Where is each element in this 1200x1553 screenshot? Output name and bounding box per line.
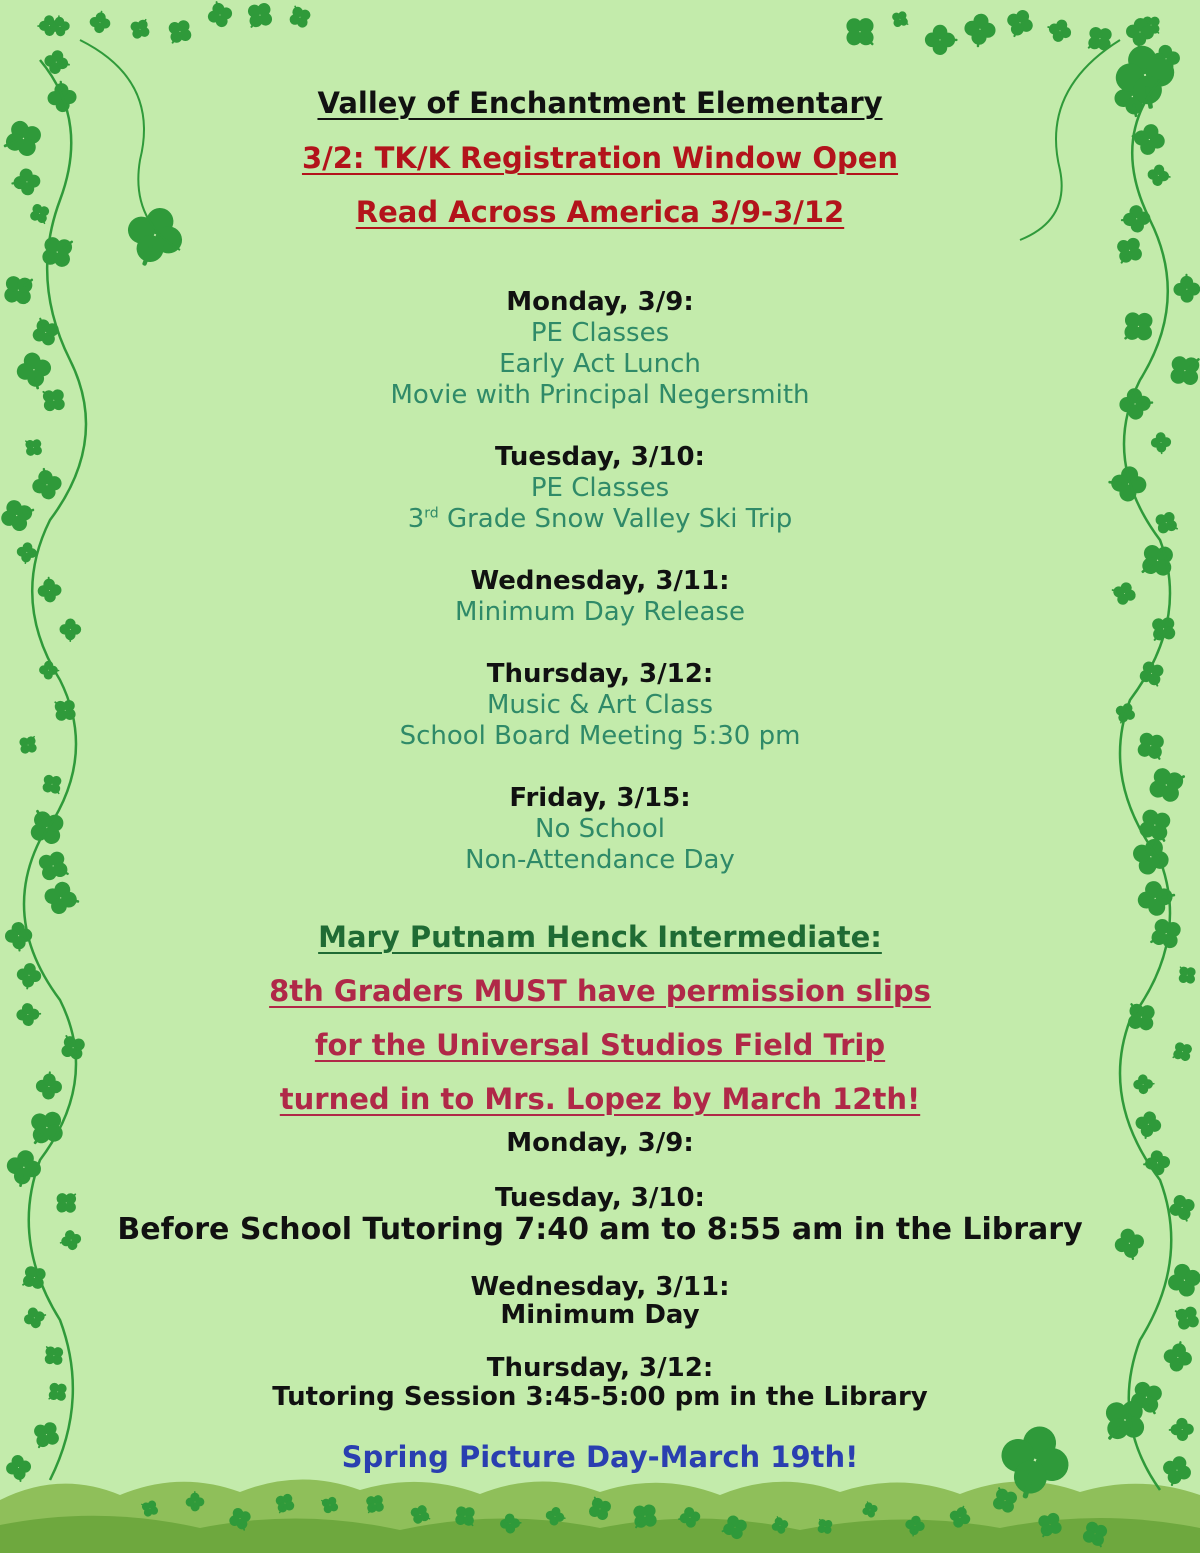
henck-tuesday-heading: Tuesday, 3/10:	[495, 1183, 705, 1213]
valley-friday-heading: Friday, 3/15:	[509, 783, 691, 813]
valley-monday-event: Early Act Lunch	[499, 349, 701, 379]
permission-slip-notice: for the Universal Studios Field Trip	[314, 1028, 886, 1062]
valley-wednesday-heading: Wednesday, 3/11:	[470, 566, 730, 596]
tutoring-schedule: Before School Tutoring 7:40 am to 8:55 am in the Library	[117, 1212, 1083, 1247]
valley-title: Valley of Enchantment Elementary	[317, 86, 883, 120]
permission-slip-notice: 8th Graders MUST have permission slips	[269, 974, 931, 1008]
valley-friday-event: No School	[535, 814, 665, 844]
valley-monday-event: PE Classes	[530, 318, 670, 348]
henck-title: Mary Putnam Henck Intermediate:	[318, 920, 882, 954]
registration-announcement: 3/2: TK/K Registration Window Open	[301, 141, 899, 175]
henck-thursday-heading: Thursday, 3/12:	[486, 1353, 714, 1383]
valley-thursday-event: School Board Meeting 5:30 pm	[399, 721, 801, 751]
valley-wednesday-event: Minimum Day Release	[455, 597, 745, 627]
henck-wednesday-heading: Wednesday, 3/11:	[470, 1272, 730, 1302]
read-across-america-announcement: Read Across America 3/9-3/12	[355, 195, 845, 229]
valley-thursday-heading: Thursday, 3/12:	[486, 659, 714, 689]
valley-tuesday-event: 3rd Grade Snow Valley Ski Trip	[407, 504, 793, 534]
valley-friday-event: Non-Attendance Day	[465, 845, 735, 875]
valley-monday-event: Movie with Principal Negersmith	[390, 380, 810, 410]
permission-slip-notice: turned in to Mrs. Lopez by March 12th!	[279, 1082, 921, 1116]
valley-tuesday-event: PE Classes	[530, 473, 670, 503]
valley-tuesday-heading: Tuesday, 3/10:	[495, 442, 705, 472]
tutoring-session-note: Tutoring Session 3:45-5:00 pm in the Library	[272, 1382, 928, 1412]
picture-day-notice: Spring Picture Day-March 19th!	[341, 1440, 859, 1474]
valley-thursday-event: Music & Art Class	[486, 690, 714, 720]
minimum-day-note: Minimum Day	[500, 1300, 700, 1330]
henck-monday-heading: Monday, 3/9:	[506, 1128, 694, 1158]
valley-monday-heading: Monday, 3/9:	[506, 287, 694, 317]
